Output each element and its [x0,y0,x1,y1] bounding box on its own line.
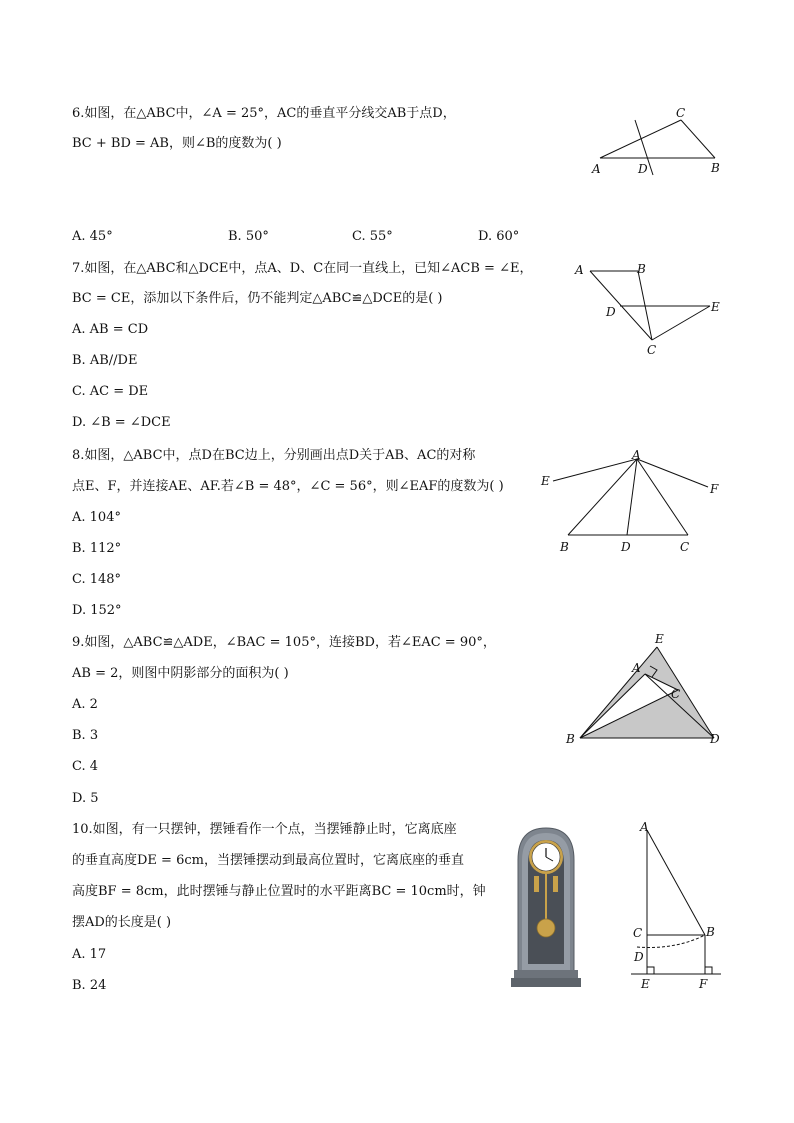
q10-label-D: D [634,950,644,964]
q10-stem-line4: 摆AD的长度是( ) [72,915,172,930]
q10-label-A: A [640,820,649,834]
q6-option-b[interactable]: B. 50° [228,229,269,244]
q8-label-D: D [621,540,631,554]
q9-label-C: C [671,687,681,701]
q9-option-d[interactable]: D. 5 [72,791,99,806]
q7-option-c[interactable]: C. AC = DE [72,384,149,399]
q8-option-b[interactable]: B. 112° [72,541,122,556]
q9-stem-line1: 9.如图，△ABC≌△ADE，∠BAC = 105°，连接BD，若∠EAC = 90°， [72,635,496,650]
q10-stem-line1: 10.如图，有一只摆钟，摆锤看作一个点，当摆锤静止时，它离底座 [72,822,457,837]
q10-option-b[interactable]: B. 24 [72,978,107,993]
q10-label-B: B [706,925,715,939]
q6-seg-BC [681,120,715,158]
pendulum-clock-picture [508,824,584,990]
clock-pendulum-bob [537,919,555,937]
q7-label-D: D [606,305,616,319]
q6-stem-line2: BC + BD = AB，则∠B的度数为( ) [72,136,282,151]
q10-label-E: E [641,977,650,991]
q7-figure [568,258,728,358]
q10-right-angle-F [705,967,712,974]
q9-option-b[interactable]: B. 3 [72,728,99,743]
q8-figure [535,445,730,557]
q8-stem-line1: 8.如图，△ABC中，点D在BC边上，分别画出点D关于AB、AC的对称 [72,448,476,463]
q8-seg-AF [637,459,708,487]
q7-label-C: C [647,343,657,357]
clock-weight-right [553,876,558,892]
q6-option-d[interactable]: D. 60° [478,229,520,244]
q6-stem-line1: 6.如图，在△ABC中，∠A = 25°，AC的垂直平分线交AB于点D， [72,106,456,121]
q9-stem-line2: AB = 2，则图中阴影部分的面积为( ) [72,666,289,681]
q9-figure [560,628,730,750]
q8-label-A: A [632,448,641,462]
q8-option-c[interactable]: C. 148° [72,572,122,587]
q10-label-F: F [699,977,708,991]
q8-label-E: E [541,474,550,488]
q7-seg-CE [652,306,710,340]
q8-seg-AB [568,459,637,535]
q6-label-D: D [638,162,648,176]
q8-label-F: F [710,482,719,496]
q8-label-C: C [680,540,690,554]
q10-stem-line3: 高度BF = 8cm，此时摆锤与静止位置时的水平距离BC = 10cm时，钟 [72,884,486,899]
q7-option-b[interactable]: B. AB//DE [72,353,138,368]
q8-seg-AD [627,459,637,535]
q9-label-A: A [632,661,641,675]
clock-base [511,978,581,987]
q7-option-a[interactable]: A. AB = CD [72,322,149,337]
clock-base-step [514,970,578,978]
q10-seg-AB [647,830,705,935]
q6-option-a[interactable]: A. 45° [72,229,113,244]
q6-label-B: B [711,161,720,175]
q8-option-d[interactable]: D. 152° [72,603,122,618]
q8-stem-line2: 点E、F，并连接AE、AF.若∠B = 48°，∠C = 56°，则∠EAF的度数为( ) [72,479,504,494]
clock-weight-left [534,876,539,892]
q7-label-E: E [711,300,720,314]
q9-label-D: D [710,732,720,746]
q10-right-angle-E [647,967,654,974]
q7-label-A: A [575,263,584,277]
q9-option-c[interactable]: C. 4 [72,759,99,774]
q6-figure [585,100,725,180]
q9-label-B: B [566,732,575,746]
q9-option-a[interactable]: A. 2 [72,697,98,712]
q6-option-c[interactable]: C. 55° [352,229,393,244]
q8-seg-AE [553,459,637,481]
q9-label-E: E [655,632,664,646]
q8-option-a[interactable]: A. 104° [72,510,121,525]
q10-option-a[interactable]: A. 17 [72,947,107,962]
q10-stem-line2: 的垂直高度DE = 6cm，当摆锤摆动到最高位置时，它离底座的垂直 [72,853,464,868]
q10-figure [625,818,730,993]
q7-stem-line2: BC = CE，添加以下条件后，仍不能判定△ABC≌△DCE的是( ) [72,291,443,306]
q6-label-C: C [676,106,686,120]
q7-label-B: B [637,262,646,276]
q8-label-B: B [560,540,569,554]
q6-seg-AC [600,120,681,158]
q8-seg-AC [637,459,688,535]
q6-label-A: A [592,162,601,176]
q7-option-d[interactable]: D. ∠B = ∠DCE [72,415,171,430]
q7-stem-line1: 7.如图，在△ABC和△DCE中，点A、D、C在同一直线上，已知∠ACB = ∠E， [72,261,533,276]
q10-label-C: C [633,926,643,940]
